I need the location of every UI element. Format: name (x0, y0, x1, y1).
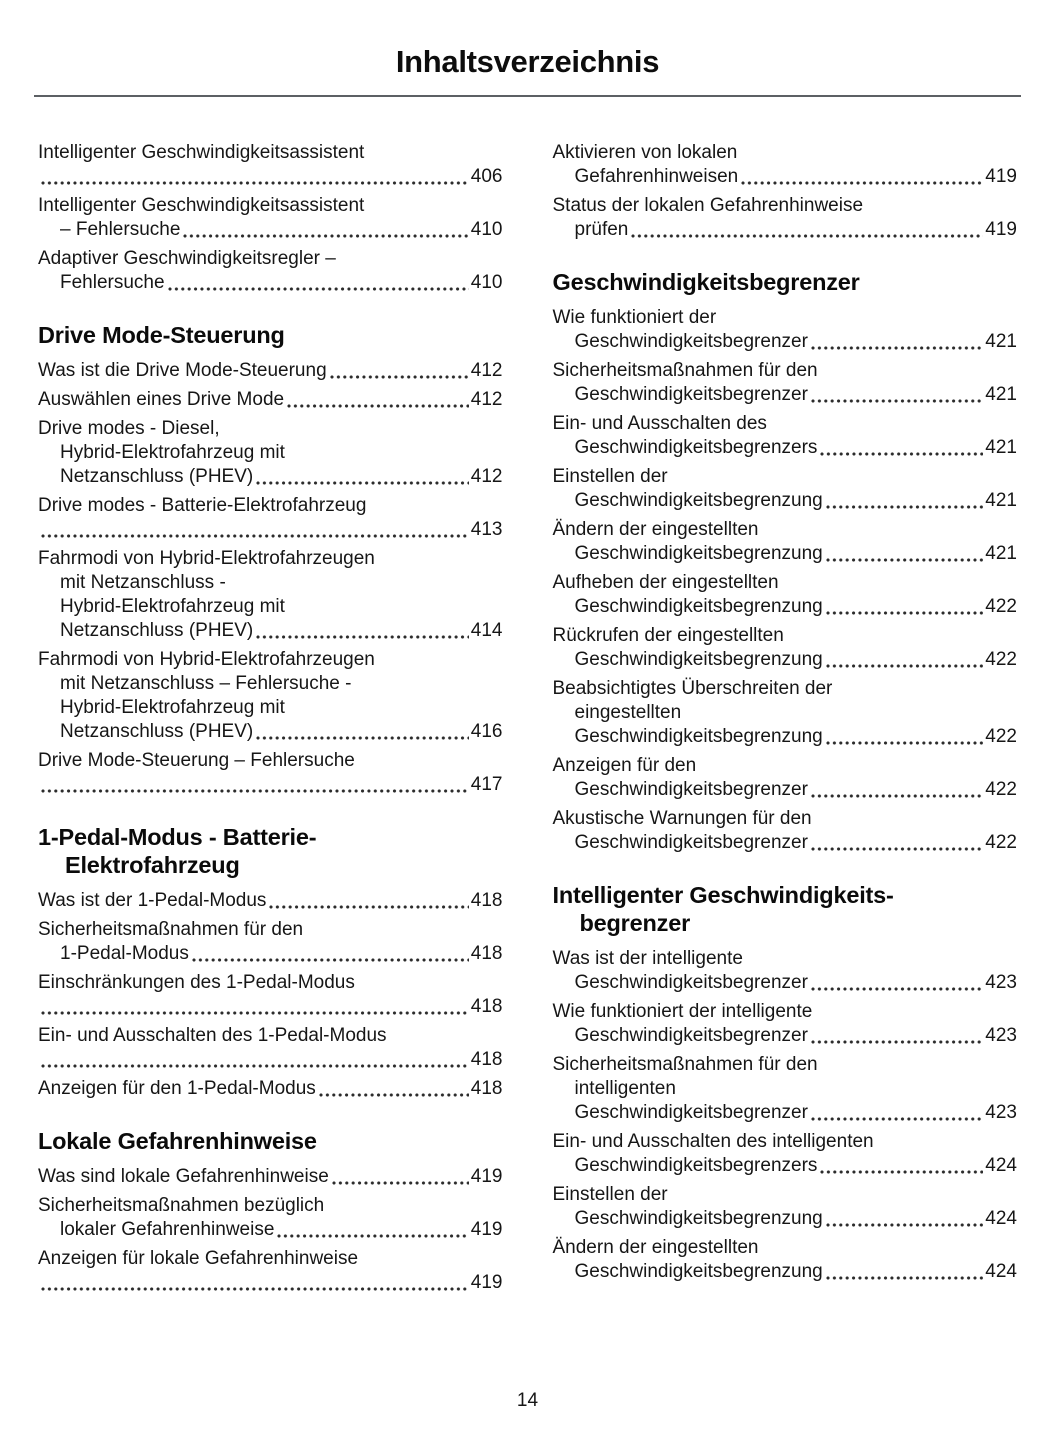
toc-leader-dots (183, 234, 468, 238)
toc-entry-line: intelligenten (574, 1078, 676, 1099)
toc-entry-last-line (38, 995, 503, 1019)
toc-entry-text: Geschwindigkeitsbegrenzer (574, 779, 808, 800)
toc-entry-line: Sicherheitsmaßnahmen bezüglich (38, 1195, 325, 1216)
toc-entry-line: Einstellen der (552, 466, 668, 487)
toc-entry[interactable] (38, 141, 503, 189)
toc-entry-line: Anzeigen für lokale Gefahrenhinweise (38, 1248, 359, 1269)
section-heading (553, 268, 1018, 296)
toc-entry-line: Rückrufen der eingestellten (552, 625, 784, 646)
toc-leader-dots (256, 736, 469, 740)
toc-leader-dots (256, 481, 469, 485)
toc-entry[interactable] (553, 677, 1018, 749)
toc-entry-text: Geschwindigkeitsbegrenzers (574, 437, 818, 458)
toc-entry-line: Sicherheitsmaßnahmen für den (552, 1054, 818, 1075)
toc-entry-text: Was ist der 1-Pedal-Modus (38, 890, 267, 911)
toc-entry-line: Aktivieren von lokalen (552, 142, 738, 163)
toc-entry-line: Drive modes - Diesel, (38, 418, 220, 439)
toc-entry-page: 418 (470, 890, 503, 911)
toc-entry-last-line (38, 619, 503, 643)
toc-entry-last-line (553, 436, 1018, 460)
toc-entry[interactable] (38, 1194, 503, 1242)
page-title: Inhaltsverzeichnis (395, 44, 660, 79)
toc-entry-last-line (553, 1024, 1018, 1048)
toc-leader-dots (826, 1276, 984, 1280)
toc-entry-page: 417 (470, 774, 503, 795)
toc-entry[interactable] (38, 918, 503, 966)
toc-entry[interactable] (38, 547, 503, 643)
toc-entry-page: 423 (985, 1025, 1017, 1046)
toc-entry[interactable] (553, 306, 1018, 354)
toc-entry-text: Geschwindigkeitsbegrenzer (574, 972, 808, 993)
toc-entry-line: Aufheben der eingestellten (552, 572, 779, 593)
toc-entry[interactable] (553, 194, 1018, 242)
toc-entry-last-line (553, 1260, 1018, 1284)
toc-entry-last-line (553, 1101, 1018, 1125)
toc-leader-dots (192, 958, 469, 962)
toc-entry-line: Hybrid-Elektrofahrzeug mit (60, 596, 285, 617)
toc-entry-last-line (38, 1048, 503, 1072)
title-divider (34, 95, 1021, 97)
toc-entry-text: lokaler Gefahrenhinweise (60, 1219, 275, 1240)
toc-entry-text: Netzanschluss (PHEV) (60, 620, 254, 641)
toc-entry[interactable] (38, 1165, 503, 1189)
toc-entry[interactable] (553, 624, 1018, 672)
toc-entry-line: Drive Mode-Steuerung – Fehlersuche (38, 750, 355, 771)
toc-entry-text: Geschwindigkeitsbegrenzer (574, 1102, 808, 1123)
toc-entry[interactable] (38, 648, 503, 744)
section-heading (38, 321, 503, 349)
toc-leader-dots (820, 1170, 983, 1174)
toc-entry-text: Geschwindigkeitsbegrenzer (574, 331, 808, 352)
toc-column-1 (38, 141, 503, 1300)
toc-leader-dots (631, 234, 983, 238)
toc-leader-dots (41, 534, 469, 538)
toc-entry-line: mit Netzanschluss - (60, 572, 226, 593)
toc-entry-text: Geschwindigkeitsbegrenzer (574, 384, 808, 405)
toc-entry-line: Fahrmodi von Hybrid-Elektrofahrzeugen (38, 649, 375, 670)
toc-entry[interactable] (553, 1236, 1018, 1284)
toc-entry-page: 423 (985, 1102, 1017, 1123)
toc-entry-line: Drive modes - Batterie-Elektrofahrzeug (38, 495, 367, 516)
toc-entry-last-line (38, 942, 503, 966)
toc-entry-last-line (553, 1154, 1018, 1178)
toc-entry[interactable] (38, 889, 503, 913)
toc-entry-page: 413 (470, 519, 503, 540)
toc-entry-line: eingestellten (574, 702, 682, 723)
toc-entry-text: Geschwindigkeitsbegrenzung (574, 1261, 823, 1282)
toc-entry-page: 412 (470, 466, 503, 487)
toc-entry[interactable] (553, 807, 1018, 855)
toc-entry-last-line (553, 1207, 1018, 1231)
toc-entry-text: Auswählen eines Drive Mode (38, 389, 285, 410)
toc-entry[interactable] (553, 412, 1018, 460)
toc-entry[interactable] (38, 494, 503, 542)
toc-entry-text: Geschwindigkeitsbegrenzung (574, 543, 823, 564)
toc-entry-page: 419 (470, 1166, 503, 1187)
toc-entry-last-line (553, 489, 1018, 513)
toc-entry-page: 418 (470, 1078, 503, 1099)
toc-entry-line: Wie funktioniert der (552, 307, 717, 328)
toc-entry-line: Hybrid-Elektrofahrzeug mit (60, 697, 285, 718)
toc-entry-page: 412 (470, 360, 503, 381)
section-heading-line: begrenzer (579, 910, 691, 936)
toc-entry-line: Wie funktioniert der intelligente (552, 1001, 813, 1022)
toc-entry-last-line (38, 518, 503, 542)
toc-entry-last-line (553, 218, 1018, 242)
toc-entry-text: Gefahrenhinweisen (574, 166, 739, 187)
toc-leader-dots (826, 505, 984, 509)
toc-leader-dots (811, 987, 983, 991)
toc-entry-last-line (38, 720, 503, 744)
toc-entry-last-line (553, 831, 1018, 855)
toc-entry-last-line (553, 648, 1018, 672)
toc-leader-dots (811, 1040, 983, 1044)
toc-entry-page: 421 (985, 437, 1017, 458)
toc-entry-page: 419 (985, 219, 1017, 240)
toc-leader-dots (41, 1287, 469, 1291)
toc-entry-text: Netzanschluss (PHEV) (60, 466, 254, 487)
toc-column-2 (553, 141, 1018, 1300)
toc-entry-last-line (38, 388, 503, 412)
toc-entry-last-line (553, 778, 1018, 802)
toc-entry-last-line (553, 725, 1018, 749)
toc-entry[interactable] (553, 1183, 1018, 1231)
toc-entry-text: Geschwindigkeitsbegrenzer (574, 1025, 808, 1046)
toc-leader-dots (811, 794, 983, 798)
section-heading-line: Intelligenter Geschwindigkeits- (552, 882, 894, 908)
toc-entry[interactable] (38, 194, 503, 242)
toc-entry-line: Intelligenter Geschwindigkeitsassistent (38, 195, 365, 216)
toc-entry-text: Was sind lokale Gefahrenhinweise (38, 1166, 329, 1187)
toc-entry-page: 424 (985, 1155, 1017, 1176)
section-heading-line: Drive Mode-Steuerung (38, 322, 285, 348)
toc-entry-line: Sicherheitsmaßnahmen für den (38, 919, 304, 940)
toc-entry-last-line (553, 383, 1018, 407)
toc-entry-page: 424 (985, 1261, 1017, 1282)
toc-entry-page: 421 (985, 543, 1017, 564)
toc-entry[interactable] (553, 518, 1018, 566)
toc-entry-last-line (38, 1271, 503, 1295)
toc-entry-line: Anzeigen für den (552, 755, 697, 776)
toc-entry-page: 410 (470, 219, 503, 240)
toc-entry[interactable] (553, 1053, 1018, 1125)
section-heading (553, 881, 1018, 937)
toc-leader-dots (168, 287, 469, 291)
toc-entry-page: 421 (985, 384, 1017, 405)
toc-leader-dots (41, 789, 469, 793)
toc-entry-last-line (553, 165, 1018, 189)
toc-entry-last-line (553, 330, 1018, 354)
toc-leader-dots (330, 375, 469, 379)
toc-entry[interactable] (553, 571, 1018, 619)
toc-entry-text: Geschwindigkeitsbegrenzers (574, 1155, 818, 1176)
toc-leader-dots (826, 741, 984, 745)
toc-entry-line: mit Netzanschluss – Fehlersuche - (60, 673, 352, 694)
toc-entry[interactable] (553, 141, 1018, 189)
toc-entry-page: 422 (985, 832, 1017, 853)
toc-leader-dots (277, 1234, 468, 1238)
toc-entry-page: 410 (470, 272, 503, 293)
toc-entry[interactable] (38, 388, 503, 412)
toc-entry[interactable] (553, 465, 1018, 513)
toc-entry-page: 422 (985, 726, 1017, 747)
toc-entry-text: Geschwindigkeitsbegrenzer (574, 832, 808, 853)
page-number: 14 (516, 1390, 539, 1411)
toc-leader-dots (256, 635, 469, 639)
toc-entry-line: Einstellen der (552, 1184, 668, 1205)
toc-entry-text: Geschwindigkeitsbegrenzung (574, 1208, 823, 1229)
toc-entry-text: Geschwindigkeitsbegrenzung (574, 726, 823, 747)
toc-entry[interactable] (553, 754, 1018, 802)
toc-leader-dots (41, 1064, 469, 1068)
toc-entry-line: Sicherheitsmaßnahmen für den (552, 360, 818, 381)
toc-entry[interactable] (553, 947, 1018, 995)
toc-leader-dots (826, 611, 984, 615)
toc-entry-page: 414 (470, 620, 503, 641)
toc-entry-last-line (38, 1218, 503, 1242)
toc-leader-dots (826, 664, 984, 668)
toc-entry-text: Geschwindigkeitsbegrenzung (574, 490, 823, 511)
toc-entry-page: 419 (470, 1219, 503, 1240)
toc-leader-dots (811, 847, 983, 851)
toc-entry-line: Beabsichtigtes Überschreiten der (552, 678, 833, 699)
toc-entry-last-line (38, 465, 503, 489)
toc-leader-dots (811, 346, 983, 350)
section-heading (38, 1127, 503, 1155)
toc-entry-page: 419 (470, 1272, 503, 1293)
toc-entry-last-line (38, 773, 503, 797)
toc-entry-last-line (38, 1077, 503, 1101)
toc-leader-dots (41, 181, 469, 185)
toc-entry-page: 421 (985, 331, 1017, 352)
toc-columns (34, 141, 1021, 1300)
toc-leader-dots (811, 1117, 983, 1121)
toc-leader-dots (741, 181, 983, 185)
section-heading-line: Geschwindigkeitsbegrenzer (552, 269, 860, 295)
toc-leader-dots (41, 1011, 469, 1015)
toc-leader-dots (332, 1181, 469, 1185)
toc-leader-dots (319, 1093, 469, 1097)
toc-entry[interactable] (38, 417, 503, 489)
toc-entry-line: Ein- und Ausschalten des (552, 413, 767, 434)
toc-entry[interactable] (38, 1024, 503, 1072)
toc-entry-page: 416 (470, 721, 503, 742)
toc-entry-page: 424 (985, 1208, 1017, 1229)
toc-entry-line: Ändern der eingestellten (552, 1237, 759, 1258)
toc-leader-dots (269, 905, 468, 909)
toc-entry[interactable] (38, 971, 503, 1019)
toc-entry-text: prüfen (574, 219, 629, 240)
toc-entry-line: Ein- und Ausschalten des 1-Pedal-Modus (38, 1025, 387, 1046)
section-heading-line: Lokale Gefahrenhinweise (38, 1128, 317, 1154)
toc-entry-page: 422 (985, 779, 1017, 800)
toc-entry-line: Fahrmodi von Hybrid-Elektrofahrzeugen (38, 548, 375, 569)
toc-entry-last-line (553, 971, 1018, 995)
section-heading (38, 823, 503, 879)
toc-entry-text: Geschwindigkeitsbegrenzung (574, 649, 823, 670)
toc-entry-page: 422 (985, 596, 1017, 617)
toc-entry-text: Anzeigen für den 1-Pedal-Modus (38, 1078, 316, 1099)
toc-entry[interactable] (38, 247, 503, 295)
section-heading-line: Elektrofahrzeug (65, 852, 240, 878)
toc-entry-page: 422 (985, 649, 1017, 670)
toc-entry-page: 418 (470, 996, 503, 1017)
toc-entry[interactable] (38, 359, 503, 383)
toc-entry[interactable] (38, 749, 503, 797)
toc-entry-line: Adaptiver Geschwindigkeitsregler – (38, 248, 336, 269)
toc-entry-page: 418 (470, 1049, 503, 1070)
toc-entry-page: 419 (985, 166, 1017, 187)
toc-entry-page: 418 (470, 943, 503, 964)
toc-entry-text: Netzanschluss (PHEV) (60, 721, 254, 742)
toc-entry-text: Geschwindigkeitsbegrenzung (574, 596, 823, 617)
toc-entry-last-line (38, 1165, 503, 1189)
toc-entry-line: Ein- und Ausschalten des intelligenten (552, 1131, 874, 1152)
toc-entry-text: 1-Pedal-Modus (60, 943, 189, 964)
toc-entry-last-line (38, 271, 503, 295)
toc-leader-dots (826, 1223, 984, 1227)
toc-entry-text: – Fehlersuche (60, 219, 181, 240)
toc-entry[interactable] (38, 1247, 503, 1295)
toc-entry-last-line (553, 542, 1018, 566)
toc-entry[interactable] (38, 1077, 503, 1101)
toc-leader-dots (811, 399, 983, 403)
toc-entry-last-line (38, 889, 503, 913)
section-heading-line: 1-Pedal-Modus - Batterie- (38, 824, 317, 850)
toc-entry-line: Was ist der intelligente (552, 948, 743, 969)
toc-entry-page: 421 (985, 490, 1017, 511)
toc-entry-line: Status der lokalen Gefahrenhinweise (552, 195, 864, 216)
toc-entry-text: Fehlersuche (60, 272, 165, 293)
toc-entry-last-line (38, 218, 503, 242)
toc-entry-last-line (553, 595, 1018, 619)
toc-entry-line: Akustische Warnungen für den (552, 808, 812, 829)
toc-leader-dots (287, 404, 469, 408)
toc-entry-page: 406 (470, 166, 503, 187)
toc-leader-dots (826, 558, 984, 562)
toc-leader-dots (820, 452, 983, 456)
toc-entry-last-line (38, 165, 503, 189)
toc-entry-page: 423 (985, 972, 1017, 993)
toc-entry[interactable] (553, 1000, 1018, 1048)
toc-entry-page: 412 (470, 389, 503, 410)
toc-entry-last-line (38, 359, 503, 383)
toc-entry-text: Was ist die Drive Mode-Steuerung (38, 360, 327, 381)
toc-entry-line: Intelligenter Geschwindigkeitsassistent (38, 142, 365, 163)
toc-entry-line: Ändern der eingestellten (552, 519, 759, 540)
toc-entry[interactable] (553, 359, 1018, 407)
toc-entry-line: Einschränkungen des 1-Pedal-Modus (38, 972, 355, 993)
toc-entry-line: Hybrid-Elektrofahrzeug mit (60, 442, 285, 463)
toc-entry[interactable] (553, 1130, 1018, 1178)
